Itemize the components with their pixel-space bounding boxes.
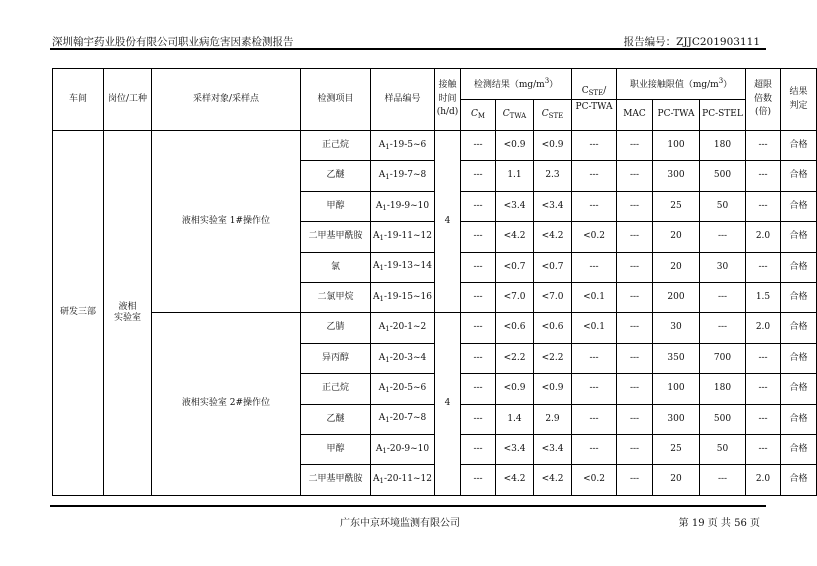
judge-cell: 合格 bbox=[781, 465, 817, 495]
item-cell: 乙醚 bbox=[301, 404, 371, 434]
sample-no-prefix: A bbox=[378, 170, 386, 181]
judge-cell: 合格 bbox=[781, 374, 817, 404]
mac-cell: --- bbox=[617, 465, 653, 495]
col-header-mac: MAC bbox=[617, 100, 653, 131]
ratio-cell: <0.2 bbox=[572, 222, 617, 252]
mac-cell: --- bbox=[617, 313, 653, 343]
sample-no-sub: 1 bbox=[385, 385, 390, 394]
col-header-judge bbox=[781, 69, 817, 131]
mac-cell: --- bbox=[617, 131, 653, 161]
sample-no-cell bbox=[371, 343, 435, 373]
sample-no-sub: 1 bbox=[385, 173, 390, 182]
stel-cell: 50 bbox=[700, 434, 746, 464]
twa-cell: 300 bbox=[653, 161, 700, 191]
twa-cell: 20 bbox=[653, 252, 700, 282]
item-cell: 甲醇 bbox=[301, 191, 371, 221]
cste-c: C bbox=[541, 109, 549, 120]
twa-cell: 200 bbox=[653, 282, 700, 312]
limits-sup: 3 bbox=[718, 76, 724, 85]
cm-cell: --- bbox=[461, 343, 496, 373]
twa-cell: 300 bbox=[653, 404, 700, 434]
sample-no-prefix: A bbox=[375, 443, 383, 454]
ratio-cell: --- bbox=[572, 343, 617, 373]
stel-cell: 180 bbox=[700, 374, 746, 404]
exceed-cell: 2.0 bbox=[746, 313, 781, 343]
cste-cell: 2.9 bbox=[534, 404, 572, 434]
sample-no-cell bbox=[371, 161, 435, 191]
cm-cell: --- bbox=[461, 465, 496, 495]
ratio-cell: --- bbox=[572, 404, 617, 434]
sample-no-cell bbox=[371, 282, 435, 312]
sample-no-prefix: A bbox=[373, 261, 380, 272]
twa-cell: 25 bbox=[653, 434, 700, 464]
judge-cell: 合格 bbox=[781, 161, 817, 191]
stel-cell: --- bbox=[700, 465, 746, 495]
judge-line1: 结果 bbox=[789, 87, 808, 97]
exceed-cell: --- bbox=[746, 161, 781, 191]
cm-cell: --- bbox=[461, 282, 496, 312]
col-header-item: 检测项目 bbox=[301, 69, 371, 131]
footer-company: 广东中京环境监测有限公司 bbox=[340, 518, 460, 529]
item-cell: 乙腈 bbox=[301, 313, 371, 343]
item-cell: 正己烷 bbox=[301, 374, 371, 404]
exceed-cell: --- bbox=[746, 374, 781, 404]
sample-no-sub: 1 bbox=[379, 477, 384, 486]
ctwa-cell: 1.4 bbox=[496, 404, 534, 434]
cste-cell: <0.9 bbox=[534, 374, 572, 404]
results-sup: 3 bbox=[544, 76, 550, 85]
twa-cell: 25 bbox=[653, 191, 700, 221]
judge-cell: 合格 bbox=[781, 191, 817, 221]
cm-cell: --- bbox=[461, 434, 496, 464]
col-header-post: 岗位/工种 bbox=[104, 69, 152, 131]
mac-cell: --- bbox=[617, 404, 653, 434]
sample-no-cell bbox=[371, 434, 435, 464]
limits-close: ） bbox=[723, 79, 733, 90]
post-line1: 液相 bbox=[118, 301, 137, 312]
ctwa-cell: <0.9 bbox=[496, 131, 534, 161]
ratio-cell: --- bbox=[572, 191, 617, 221]
col-header-results bbox=[461, 69, 572, 100]
sample-no-suffix: -19-15~16 bbox=[383, 291, 432, 302]
cm-cell: --- bbox=[461, 222, 496, 252]
col-header-pc-twa: PC-TWA bbox=[653, 100, 700, 131]
stel-cell: 500 bbox=[700, 404, 746, 434]
mac-cell: --- bbox=[617, 222, 653, 252]
ctwa-cell: 1.1 bbox=[496, 161, 534, 191]
contact-time-line2: 时间 bbox=[438, 93, 457, 104]
col-header-workshop: 车间 bbox=[53, 69, 104, 131]
judge-cell: 合格 bbox=[781, 404, 817, 434]
ctwa-cell: <4.2 bbox=[496, 465, 534, 495]
twa-cell: 30 bbox=[653, 313, 700, 343]
exceed-cell: --- bbox=[746, 131, 781, 161]
cste-cell: <3.4 bbox=[534, 191, 572, 221]
exceed-cell: --- bbox=[746, 404, 781, 434]
twa-cell: 20 bbox=[653, 465, 700, 495]
ratio-cell: --- bbox=[572, 374, 617, 404]
sample-no-prefix: A bbox=[373, 230, 380, 241]
twa-cell: 100 bbox=[653, 131, 700, 161]
item-cell: 异丙醇 bbox=[301, 343, 371, 373]
detection-results-table bbox=[52, 68, 817, 496]
ratio-cell: --- bbox=[572, 434, 617, 464]
footer-page-number: 第 19 页 共 56 页 bbox=[678, 518, 760, 529]
sample-no-prefix: A bbox=[378, 382, 386, 393]
cste-cell: <0.9 bbox=[534, 131, 572, 161]
cm-cell: --- bbox=[461, 161, 496, 191]
ctwa-cell: <0.7 bbox=[496, 252, 534, 282]
ctwa-c: C bbox=[502, 109, 510, 120]
sample-no-suffix: -19-5~6 bbox=[389, 139, 427, 150]
judge-cell: 合格 bbox=[781, 252, 817, 282]
cm-cell: --- bbox=[461, 374, 496, 404]
item-cell: 二氯甲烷 bbox=[301, 282, 371, 312]
cste-cell: 2.3 bbox=[534, 161, 572, 191]
exceed-cell: 2.0 bbox=[746, 465, 781, 495]
exceed-cell: --- bbox=[746, 343, 781, 373]
exceed-cell: --- bbox=[746, 252, 781, 282]
sample-no-sub: 1 bbox=[385, 142, 390, 151]
cm-cell: --- bbox=[461, 252, 496, 282]
table-row bbox=[53, 313, 817, 343]
sample-no-sub: 1 bbox=[382, 203, 387, 212]
footer-rule bbox=[50, 505, 766, 507]
sample-no-sub: 1 bbox=[385, 325, 390, 334]
table-row bbox=[53, 131, 817, 161]
table-body bbox=[53, 131, 817, 496]
sample-no-prefix: A bbox=[373, 474, 380, 485]
ctwa-cell: <0.6 bbox=[496, 313, 534, 343]
sample-no-cell bbox=[371, 252, 435, 282]
sampling-point-cell: 液相实验室 2#操作位 bbox=[152, 313, 301, 495]
ratio-c: C bbox=[581, 85, 589, 96]
col-header-limits bbox=[617, 69, 746, 100]
cm-cell: --- bbox=[461, 191, 496, 221]
sample-no-suffix: -20-3~4 bbox=[389, 352, 427, 363]
ctwa-cell: <3.4 bbox=[496, 191, 534, 221]
sample-no-suffix: -20-11~12 bbox=[383, 474, 432, 485]
sample-no-sub: 1 bbox=[382, 446, 387, 455]
twa-cell: 100 bbox=[653, 374, 700, 404]
sample-no-cell bbox=[371, 374, 435, 404]
sample-no-cell bbox=[371, 131, 435, 161]
report-title: 深圳翰宇药业股份有限公司职业病危害因素检测报告 bbox=[52, 36, 294, 48]
sample-no-cell bbox=[371, 222, 435, 252]
workshop-cell: 研发三部 bbox=[53, 131, 104, 496]
results-label: 检测结果（mg/m bbox=[473, 79, 545, 90]
col-header-ctwa bbox=[496, 100, 534, 131]
col-header-sampling: 采样对象/采样点 bbox=[152, 69, 301, 131]
twa-cell: 20 bbox=[653, 222, 700, 252]
sample-no-suffix: -20-7~8 bbox=[389, 413, 427, 424]
item-cell: 二甲基甲酰胺 bbox=[301, 465, 371, 495]
results-close: ） bbox=[549, 79, 559, 90]
mac-cell: --- bbox=[617, 191, 653, 221]
ctwa-cell: <4.2 bbox=[496, 222, 534, 252]
col-header-ratio bbox=[572, 69, 617, 131]
sample-no-suffix: -19-11~12 bbox=[383, 230, 432, 241]
col-header-cste bbox=[534, 100, 572, 131]
exceed-line3: (倍) bbox=[754, 107, 772, 118]
sample-no-suffix: -19-9~10 bbox=[386, 200, 430, 211]
item-cell: 乙醚 bbox=[301, 161, 371, 191]
col-header-pc-stel: PC-STEL bbox=[700, 100, 746, 131]
cste-sub: STE bbox=[548, 112, 564, 121]
exceed-cell: 1.5 bbox=[746, 282, 781, 312]
sample-no-sub: 1 bbox=[385, 355, 390, 364]
judge-cell: 合格 bbox=[781, 343, 817, 373]
mac-cell: --- bbox=[617, 161, 653, 191]
sample-no-prefix: A bbox=[373, 291, 380, 302]
judge-cell: 合格 bbox=[781, 131, 817, 161]
cste-cell: <0.6 bbox=[534, 313, 572, 343]
sample-no-sub: 1 bbox=[385, 416, 390, 425]
ratio-cell: <0.1 bbox=[572, 282, 617, 312]
exceed-cell: --- bbox=[746, 434, 781, 464]
ratio-cell: --- bbox=[572, 161, 617, 191]
mac-cell: --- bbox=[617, 282, 653, 312]
col-header-contact-time bbox=[435, 69, 461, 131]
cm-cell: --- bbox=[461, 404, 496, 434]
stel-cell: 180 bbox=[700, 131, 746, 161]
mac-cell: --- bbox=[617, 374, 653, 404]
cste-cell: <3.4 bbox=[534, 434, 572, 464]
sample-no-sub: 1 bbox=[379, 294, 384, 303]
sample-no-suffix: -20-5~6 bbox=[389, 382, 427, 393]
cste-cell: <4.2 bbox=[534, 222, 572, 252]
col-header-exceed bbox=[746, 69, 781, 131]
mac-cell: --- bbox=[617, 252, 653, 282]
col-header-cm bbox=[461, 100, 496, 131]
sample-no-prefix: A bbox=[378, 139, 386, 150]
sample-no-cell bbox=[371, 404, 435, 434]
ctwa-cell: <2.2 bbox=[496, 343, 534, 373]
ratio-cell: --- bbox=[572, 131, 617, 161]
cm-cell: --- bbox=[461, 313, 496, 343]
judge-cell: 合格 bbox=[781, 434, 817, 464]
contact-time-cell: 4 bbox=[435, 313, 461, 495]
sample-no-suffix: -19-13~14 bbox=[383, 261, 432, 272]
exceed-line1: 超限 bbox=[753, 80, 772, 91]
item-cell: 正己烷 bbox=[301, 131, 371, 161]
mac-cell: --- bbox=[617, 434, 653, 464]
ratio-top bbox=[572, 86, 616, 98]
mac-cell: --- bbox=[617, 343, 653, 373]
sample-no-suffix: -19-7~8 bbox=[389, 170, 427, 181]
ratio-cell: <0.1 bbox=[572, 313, 617, 343]
judge-line2: 判定 bbox=[789, 100, 808, 111]
sample-no-prefix: A bbox=[375, 200, 383, 211]
stel-cell: 30 bbox=[700, 252, 746, 282]
stel-cell: --- bbox=[700, 222, 746, 252]
cm-c: C bbox=[470, 109, 478, 120]
limits-label: 职业接触限值（mg/m bbox=[629, 79, 719, 90]
stel-cell: 700 bbox=[700, 343, 746, 373]
ratio-sub: STE bbox=[588, 88, 604, 97]
report-number: 报告编号：ZJJC201903111 bbox=[623, 36, 760, 48]
cste-cell: <4.2 bbox=[534, 465, 572, 495]
ratio-cell: --- bbox=[572, 252, 617, 282]
sampling-point-cell: 液相实验室 1#操作位 bbox=[152, 131, 301, 313]
ratio-cell: <0.2 bbox=[572, 465, 617, 495]
sample-no-prefix: A bbox=[378, 413, 386, 424]
exceed-line2: 倍数 bbox=[753, 93, 772, 104]
cste-cell: <2.2 bbox=[534, 343, 572, 373]
cste-cell: <7.0 bbox=[534, 282, 572, 312]
col-header-sample-no: 样品编号 bbox=[371, 69, 435, 131]
post-cell bbox=[104, 131, 152, 496]
ratio-bottom: PC-TWA bbox=[572, 99, 616, 113]
sample-no-cell bbox=[371, 191, 435, 221]
sample-no-cell bbox=[371, 313, 435, 343]
stel-cell: 50 bbox=[700, 191, 746, 221]
judge-cell: 合格 bbox=[781, 282, 817, 312]
item-cell: 氯 bbox=[301, 252, 371, 282]
sample-no-prefix: A bbox=[378, 352, 386, 363]
stel-cell: --- bbox=[700, 313, 746, 343]
sample-no-suffix: -20-1~2 bbox=[389, 322, 427, 333]
header-rule bbox=[50, 48, 766, 50]
exceed-cell: 2.0 bbox=[746, 222, 781, 252]
post-line2: 实验室 bbox=[113, 312, 141, 323]
sample-no-prefix: A bbox=[378, 322, 386, 333]
contact-time-line1: 接触 bbox=[438, 80, 457, 91]
ctwa-cell: <7.0 bbox=[496, 282, 534, 312]
sample-no-sub: 1 bbox=[379, 264, 384, 273]
contact-time-cell: 4 bbox=[435, 131, 461, 313]
ctwa-sub: TWA bbox=[509, 112, 527, 121]
ctwa-cell: <3.4 bbox=[496, 434, 534, 464]
exceed-cell: --- bbox=[746, 191, 781, 221]
ratio-slash: / bbox=[603, 85, 607, 96]
ctwa-cell: <0.9 bbox=[496, 374, 534, 404]
item-cell: 甲醇 bbox=[301, 434, 371, 464]
cste-cell: <0.7 bbox=[534, 252, 572, 282]
stel-cell: --- bbox=[700, 282, 746, 312]
cm-sub: M bbox=[477, 112, 486, 121]
cm-cell: --- bbox=[461, 131, 496, 161]
sample-no-sub: 1 bbox=[379, 233, 384, 242]
sample-no-cell bbox=[371, 465, 435, 495]
judge-cell: 合格 bbox=[781, 222, 817, 252]
contact-time-line3: (h/d) bbox=[436, 107, 459, 118]
twa-cell: 350 bbox=[653, 343, 700, 373]
item-cell: 二甲基甲酰胺 bbox=[301, 222, 371, 252]
sample-no-suffix: -20-9~10 bbox=[386, 443, 430, 454]
stel-cell: 500 bbox=[700, 161, 746, 191]
judge-cell: 合格 bbox=[781, 313, 817, 343]
